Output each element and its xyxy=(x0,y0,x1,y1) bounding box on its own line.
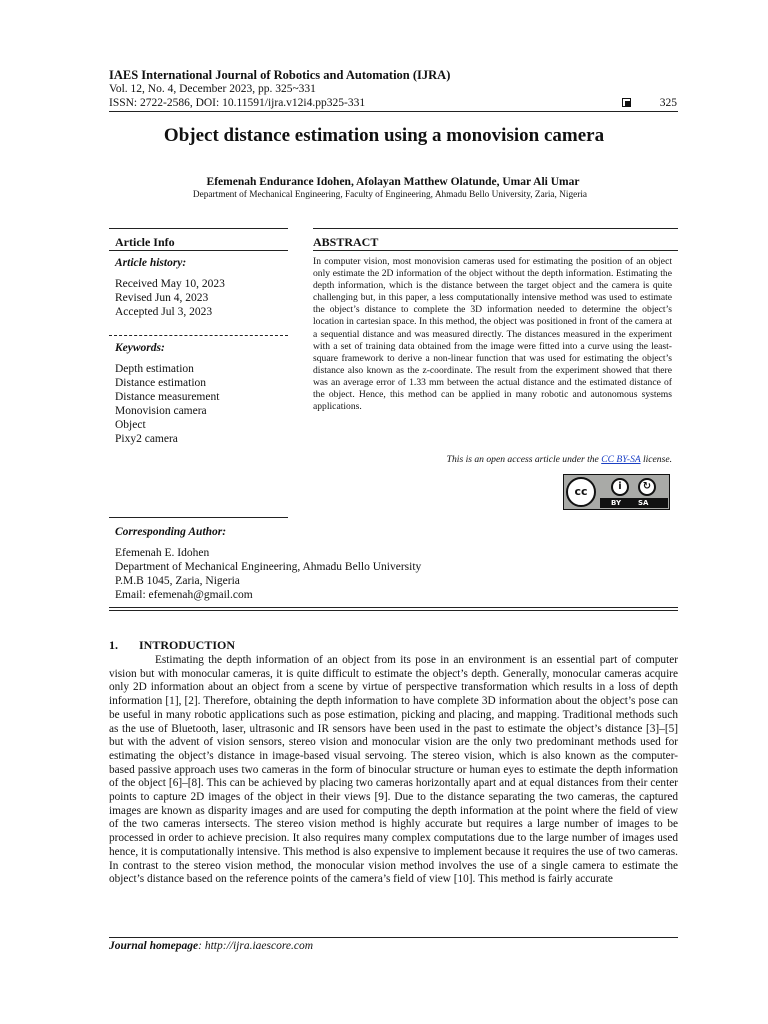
front-matter-rule-2 xyxy=(109,610,678,611)
keyword: Depth estimation xyxy=(115,363,194,375)
abstract-rule xyxy=(313,250,678,251)
history-revised: Revised Jun 4, 2023 xyxy=(115,292,209,304)
cc-label-strip xyxy=(600,498,668,508)
affiliation: Department of Mechanical Engineering, Faculty of Engineering, Ahmadu Bello University, Zaria, Nigeria xyxy=(192,190,588,200)
keywords-heading: Keywords: xyxy=(115,342,165,354)
license-link[interactable]: CC BY-SA xyxy=(601,454,641,465)
abstract-text: In computer vision, most monovision cameras used for estimating the position of an object only estimate the 2D information of the object without the depth information. Estimating the depth information, which is the distance between the target object and the camera is quite challenging but, in this paper, a less computationally intensive method was used to estimate the object’s distance to complete the 3D information needed to determine the object’s location in cartesian space. In this method, the object was positioned in front of the camera at a sequential distance and was measured directly. The distances measured in the experiment with a set of training data obtained from the image were fitted into a curve using the least-square framework to derive a non-linear function that was used for estimating the object’s distance also known as the z-coordinate. The result from the experiment showed that there was an average error of 1.33 mm between the actual distance and the estimated distance of the object. Hence, this method can be applied in many robotic and autonomous systems applications. xyxy=(313,256,672,413)
history-divider xyxy=(109,335,288,336)
attribution-icon: i xyxy=(611,478,629,496)
corresponding-address: P.M.B 1045, Zaria, Nigeria xyxy=(115,575,240,587)
article-info-heading: Article Info xyxy=(115,235,175,249)
article-history-heading: Article history: xyxy=(115,257,187,269)
keyword: Monovision camera xyxy=(115,405,207,417)
journal-name: IAES International Journal of Robotics and Automation (IJRA) xyxy=(109,68,451,82)
corresponding-email: Email: efemenah@gmail.com xyxy=(115,589,253,601)
introduction-heading: 1. INTRODUCTION xyxy=(109,638,236,652)
front-matter-rule-1 xyxy=(109,607,678,608)
keyword: Distance estimation xyxy=(115,377,207,389)
abstract-heading: ABSTRACT xyxy=(313,235,379,249)
license-suffix: license. xyxy=(640,454,672,465)
share-alike-icon: ↻ xyxy=(638,478,656,496)
header-rule xyxy=(109,111,678,112)
history-received: Received May 10, 2023 xyxy=(115,278,225,290)
corresponding-name: Efemenah E. Idohen xyxy=(115,547,210,559)
article-info-top-rule xyxy=(109,228,288,229)
homepage-label: Journal homepage xyxy=(109,940,199,952)
corresponding-heading: Corresponding Author: xyxy=(115,526,227,538)
article-info-bottom-rule xyxy=(109,517,288,518)
cc-icon: cc xyxy=(566,477,596,507)
page-number: 325 xyxy=(659,97,677,109)
license-prefix: This is an open access article under the xyxy=(446,454,602,465)
volume-info: Vol. 12, No. 4, December 2023, pp. 325~331 xyxy=(109,83,316,95)
keyword: Pixy2 camera xyxy=(115,433,178,445)
header-square-icon xyxy=(622,98,631,107)
footer-rule xyxy=(109,937,678,938)
paper-title: Object distance estimation using a monovision camera xyxy=(163,125,605,146)
license-note xyxy=(447,454,672,465)
introduction-body xyxy=(109,654,678,887)
corresponding-department: Department of Mechanical Engineering, Ahmadu Bello University xyxy=(115,561,422,573)
abstract-top-rule xyxy=(313,228,678,229)
introduction-paragraph: Estimating the depth information of an object from its pose in an environment is an essential part of computer vision but with monocular cameras, it is quite difficult to estimate the object’s depth. Generally, monocular cameras acquire only 2D information about an object from a scene by virtue of perspective transformation which results in a loss of depth information [1], [2]. Therefore, obtaining the depth information to have complete 3D information about the object’s pose can be useful in many robotic applications such as pose estimation, picking and placing, and mapping. Traditional methods such as the use of Bluetooth, laser, ultrasonic and IR sensors have been used in the past to estimate the object’s distance [3]–[5] but with the advent of vision sensors, stereo vision and monocular vision are the only two predominant methods used for estimating the object’s distance in image-based visual servoing. The stereo vision, which is also known as the computer-based passive approach uses two cameras in the form of binocular structure or human eyes to estimate the depth information of the object [6]–[8]. This can be achieved by placing two cameras horizontally apart and at equal distances from their center points to capture 2D images of the object in their views [9]. Due to the distance separating the two cameras, the captured images are known as disparity images and are used for computing the depth information at the point where the field of view of the two cameras intersects. The stereo vision method is highly accurate but requires a large number of images to be processed in order to achieve precision. It also requires many complex computations due to the large number of images used hence, it is computationally intensive. This method is also expensive to implement because it requires the use of two cameras. In contrast to the stereo vision method, the monocular vision method involves the use of a single camera to estimate the object’s distance based on the reference points of the camera’s field of view [10]. This method is fairly accurate xyxy=(109,654,678,886)
author-list: Efemenah Endurance Idohen, Afolayan Matthew Olatunde, Umar Ali Umar xyxy=(206,176,580,188)
cc-by-sa-badge[interactable] xyxy=(563,474,670,510)
journal-homepage xyxy=(109,940,313,952)
keyword: Object xyxy=(115,419,146,431)
cc-by-label: BY xyxy=(611,499,622,507)
cc-sa-label: SA xyxy=(638,499,649,507)
keyword: Distance measurement xyxy=(115,391,220,403)
history-accepted: Accepted Jul 3, 2023 xyxy=(115,306,213,318)
issn-doi: ISSN: 2722-2586, DOI: 10.11591/ijra.v12i4.pp325-331 xyxy=(109,97,366,109)
article-info-rule xyxy=(109,250,288,251)
homepage-url[interactable]: : http://ijra.iaescore.com xyxy=(198,940,314,952)
